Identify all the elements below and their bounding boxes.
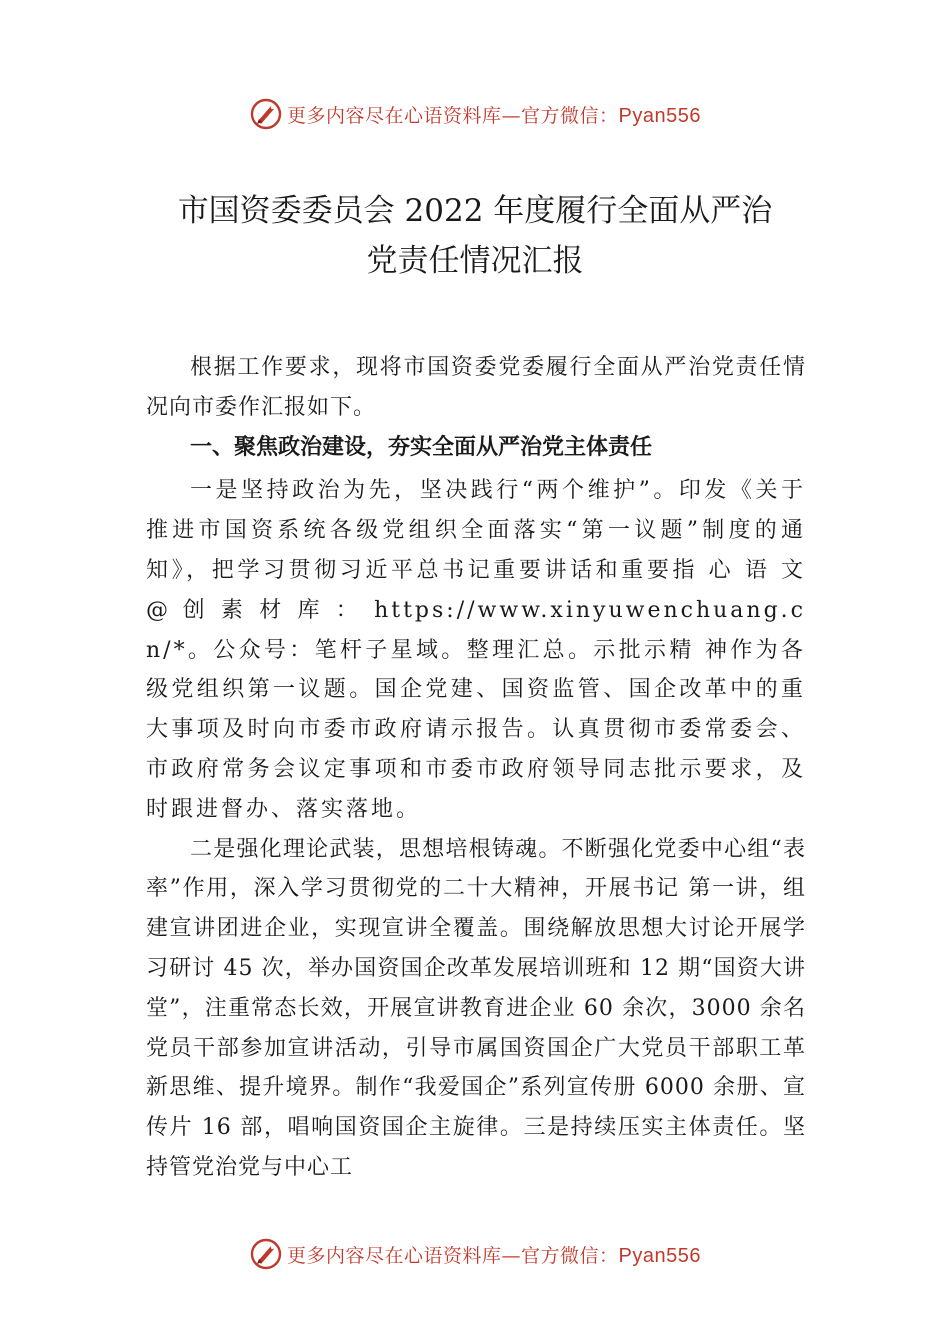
section-heading-1: 一、聚焦政治建设，夯实全面从严治党主体责任 bbox=[190, 433, 653, 460]
document-body bbox=[146, 348, 806, 1188]
watermark-text: 更多内容尽在心语资料库—官方微信：Pyan556 bbox=[287, 104, 701, 127]
title-line-1: 市国资委委员会 2022 年度履行全面从严治 bbox=[177, 193, 773, 229]
document-title bbox=[100, 186, 850, 286]
watermark-banner-top bbox=[0, 92, 950, 136]
title-line-2: 党责任情况汇报 bbox=[366, 243, 584, 279]
pen-logo-icon bbox=[249, 1237, 283, 1271]
watermark-text: 更多内容尽在心语资料库—官方微信：Pyan556 bbox=[287, 1244, 701, 1267]
paragraph-1: 一是坚持政治为先，坚决践行“两个维护”。印发《关于推进市国资系统各级党组织全面落实“第一议题”制度的通知》，把学习贯彻习近平总书记重要讲话和重要指 心 语 文 @ 创 素 材 库 ： https://www.xinyuwenchuang.cn/*。公众号：笔杆子星域。整理汇总。示批示精 神作为各级党组织第一议题。国企党建、国资监管、国企改革中的重大事项及时向市委市政府请示报告。认真贯彻市委常委会、市政府常务会议定事项和市委市政府领导同志批示要求，及时跟进督办、落实落地。 bbox=[146, 478, 806, 822]
wechat-id: Pyan556 bbox=[618, 1244, 701, 1267]
pen-logo-icon bbox=[249, 97, 283, 131]
watermark-banner-bottom bbox=[0, 1232, 950, 1276]
wechat-id: Pyan556 bbox=[618, 104, 701, 127]
intro-paragraph: 根据工作要求，现将市国资委党委履行全面从严治党责任情况向市委作汇报如下。 bbox=[146, 355, 806, 420]
paragraph-2: 二是强化理论武装，思想培根铸魂。不断强化党委中心组“表率”作用，深入学习贯彻党的二十大精神，开展书记 第一讲，组建宣讲团进企业，实现宣讲全覆盖。围绕解放思想大讨论开展学习研讨 45 次，举办国资国企改革发展培训班和 12 期“国资大讲堂”，注重常态长效，开展宣讲教育进企业 60 余次，3000 余名党员干部参加宣讲活动，引导市属国资国企广大党员干部职工革新思维、提升境界。制作“我爱国企”系列宣传册 6000 余册、宣传片 16 部，唱响国资国企主旋律。三是持续压实主体责任。坚持管党治党与中心工 bbox=[146, 836, 806, 1180]
